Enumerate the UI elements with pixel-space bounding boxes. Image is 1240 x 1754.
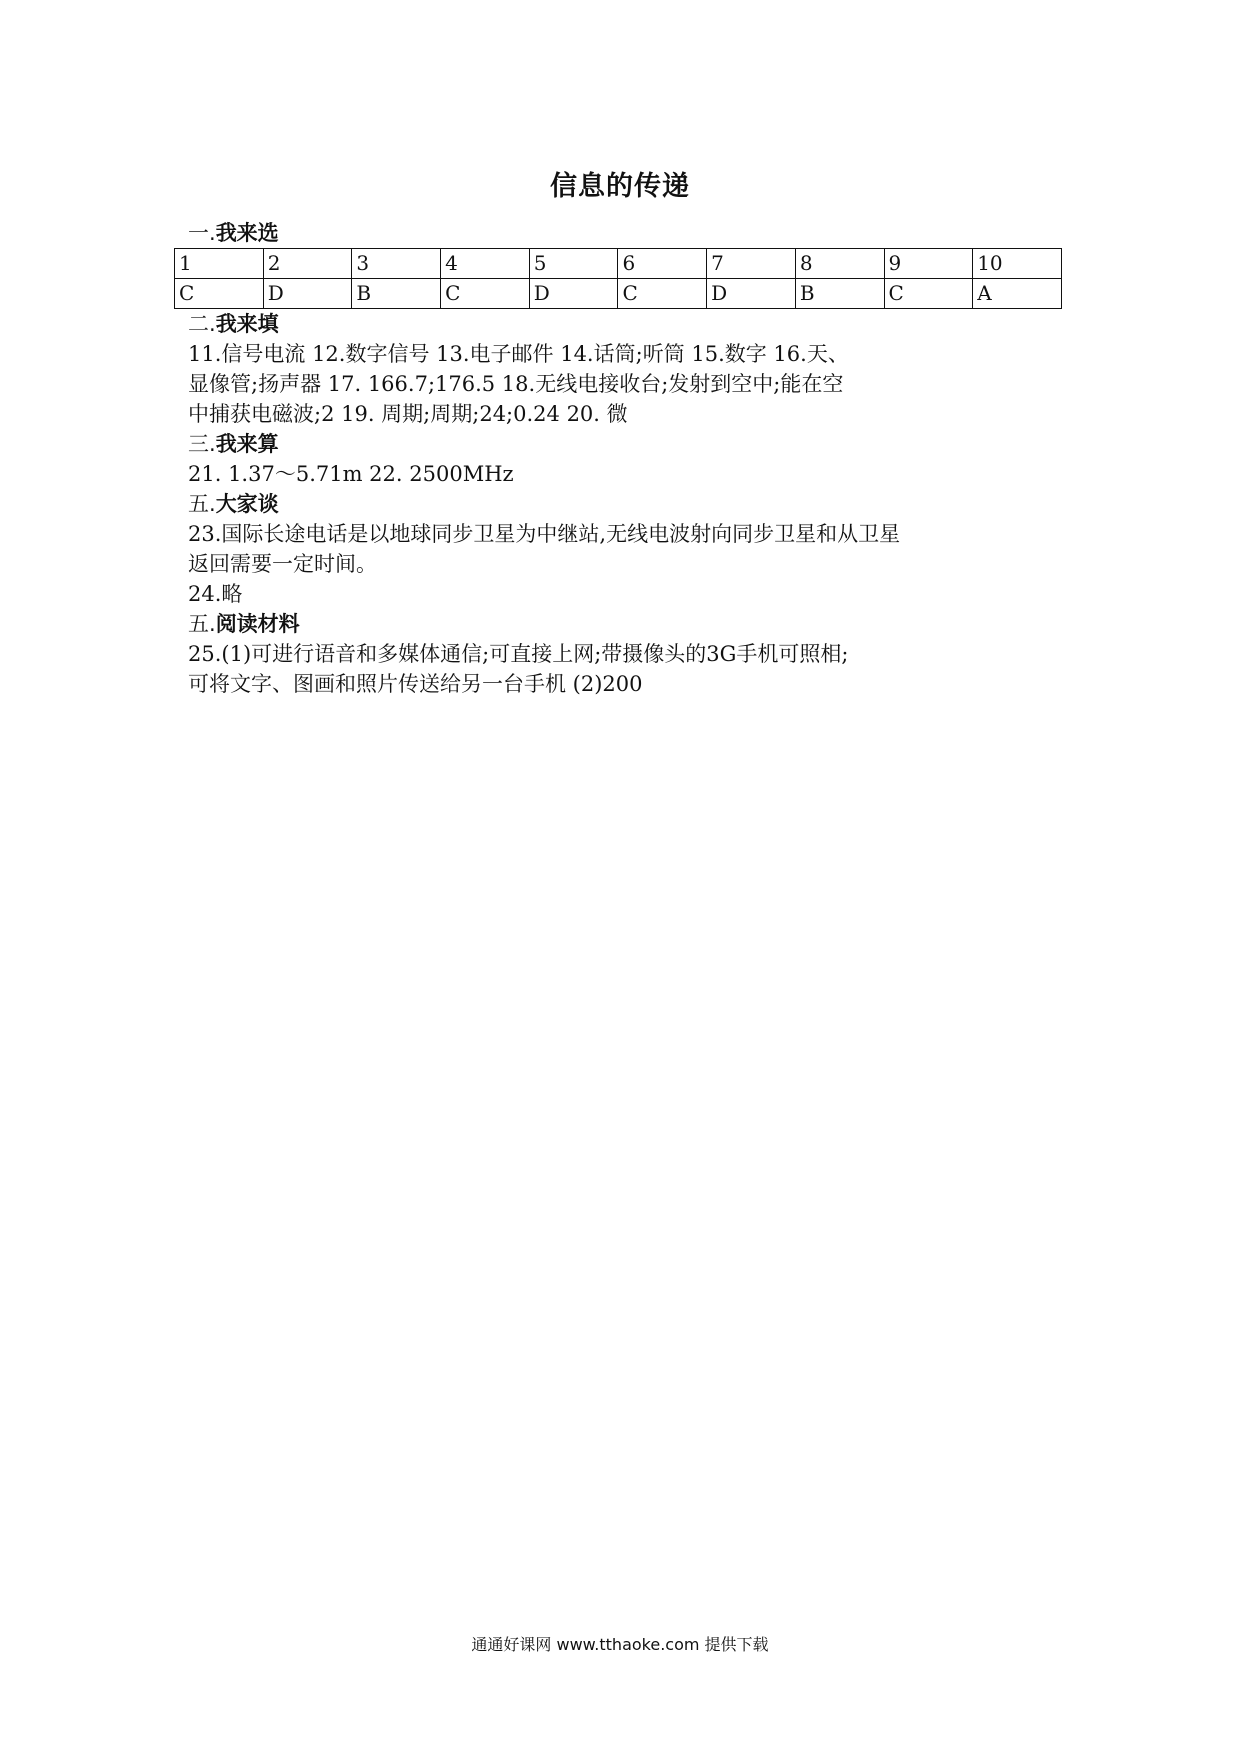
section-number: 三. — [188, 432, 216, 456]
answer-letter: B — [352, 279, 441, 309]
answer-content — [179, 218, 1068, 699]
question-number: 9 — [884, 249, 973, 279]
section-title: 我来选 — [215, 221, 279, 245]
answer-letter: C — [175, 279, 264, 309]
question-number-row — [175, 249, 1062, 279]
section-heading-choice — [188, 218, 1068, 248]
section-title: 阅读材料 — [215, 612, 300, 636]
question-number: 4 — [441, 249, 530, 279]
section-title: 大家谈 — [215, 492, 279, 516]
section-heading-calc — [188, 429, 1068, 459]
answer-letter: C — [441, 279, 530, 309]
section-number: 二. — [188, 312, 216, 336]
answer-line: 返回需要一定时间。 — [188, 552, 377, 576]
question-number: 5 — [529, 249, 618, 279]
answer-line: 21. 1.37～5.71m 22. 2500MHz — [188, 462, 514, 486]
page-footer: 通通好课网 www.tthaoke.com 提供下载 — [471, 1635, 769, 1654]
answer-line: 11.信号电流 12.数字信号 13.电子邮件 14.话筒;听筒 15.数字 16.天、 — [188, 342, 849, 366]
answer-line: 24.略 — [188, 582, 243, 606]
answer-line: 中捕获电磁波;2 19. 周期;周期;24;0.24 20. 微 — [188, 402, 628, 426]
answer-letter: C — [618, 279, 707, 309]
answer-letter: B — [795, 279, 884, 309]
section-number: 五. — [188, 492, 216, 516]
section-heading-discuss — [188, 489, 1068, 519]
question-number: 8 — [795, 249, 884, 279]
answer-letter: D — [263, 279, 352, 309]
question-number: 1 — [175, 249, 264, 279]
question-number: 7 — [707, 249, 796, 279]
answer-letter: A — [973, 279, 1062, 309]
question-number: 3 — [352, 249, 441, 279]
answer-letter: C — [884, 279, 973, 309]
section-title: 我来算 — [215, 432, 279, 456]
answer-line: 显像管;扬声器 17. 166.7;176.5 18.无线电接收台;发射到空中;能在空 — [188, 372, 844, 396]
question-number: 2 — [263, 249, 352, 279]
answer-table — [174, 248, 1062, 309]
question-number: 10 — [973, 249, 1062, 279]
answer-line: 23.国际长途电话是以地球同步卫星为中继站,无线电波射向同步卫星和从卫星 — [188, 522, 901, 546]
question-number: 6 — [618, 249, 707, 279]
answer-line: 25.(1)可进行语音和多媒体通信;可直接上网;带摄像头的3G手机可照相; — [188, 642, 849, 666]
section-heading-reading — [188, 609, 1068, 639]
page-title: 信息的传递 — [550, 171, 690, 202]
section-title: 我来填 — [215, 312, 279, 336]
section-number: 五. — [188, 612, 216, 636]
answer-letter: D — [529, 279, 618, 309]
answer-letter-row — [175, 279, 1062, 309]
answer-line: 可将文字、图画和照片传送给另一台手机 (2)200 — [188, 672, 643, 696]
answer-letter: D — [707, 279, 796, 309]
section-number: 一. — [188, 221, 216, 245]
section-heading-fill — [188, 309, 1068, 339]
